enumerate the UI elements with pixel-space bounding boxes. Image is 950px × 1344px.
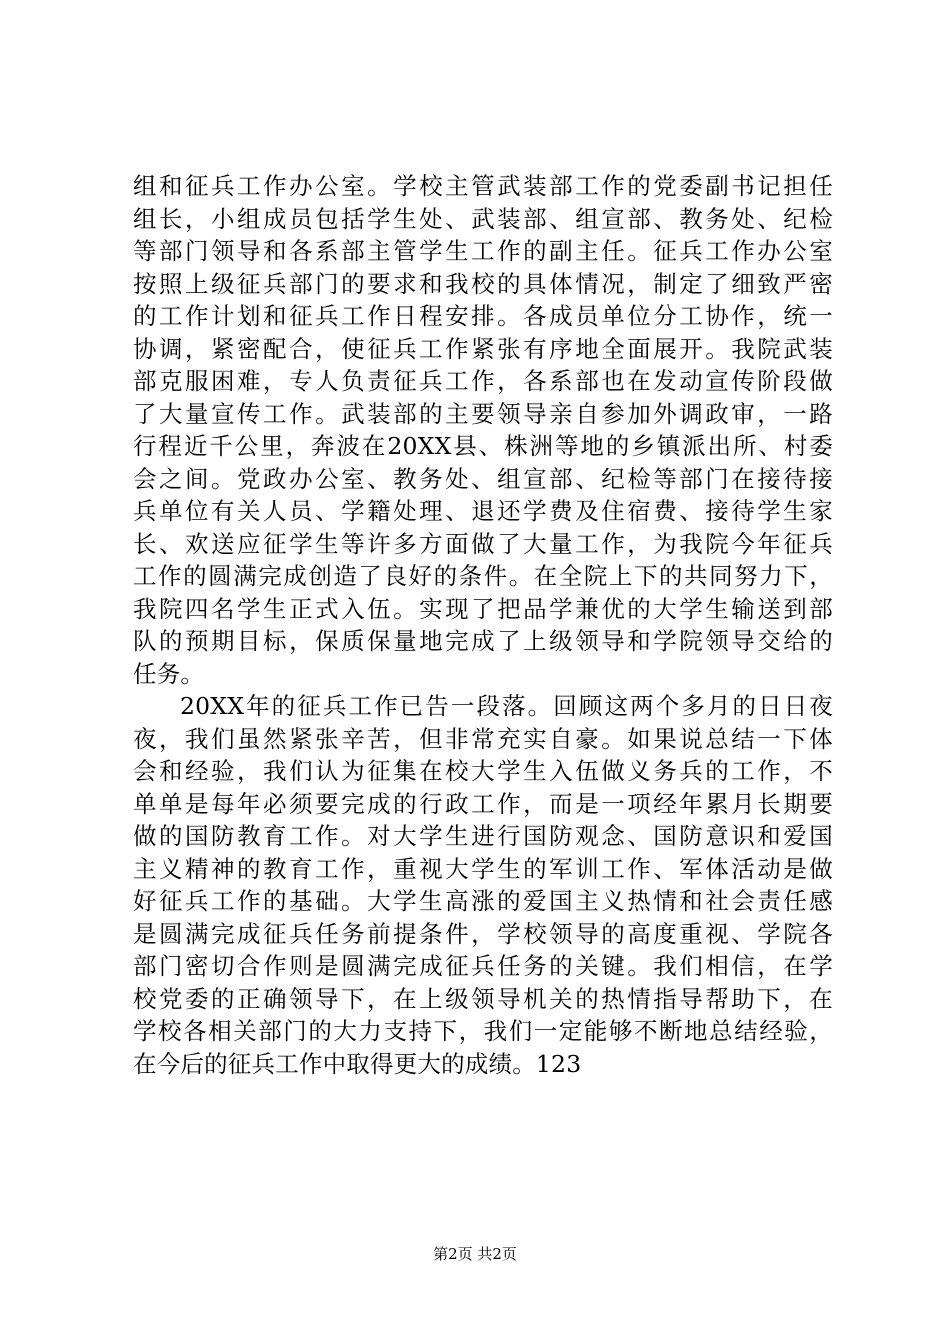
text-line: 校党委的正确领导下，在上级领导机关的热情指导帮助下，在: [133, 984, 833, 1013]
text-line: 做的国防教育工作。对大学生进行国防观念、国防意识和爱国: [133, 822, 833, 850]
text-line: 我院四名学生正式入伍。实现了把品学兼优的大学生输送到部: [133, 594, 833, 623]
text-line: 了大量宣传工作。武装部的主要领导亲自参加外调政审，一路: [133, 399, 833, 428]
text-line: 组和征兵工作办公室。学校主管武装部工作的党委副书记担任: [133, 172, 833, 200]
text-line: 是圆满完成征兵任务前提条件，学校领导的高度重视、学院各: [133, 919, 833, 948]
text-line: 夜，我们虽然紧张辛苦，但非常充实自豪。如果说总结一下体: [133, 724, 833, 753]
text-line: 长、欢送应征学生等许多方面做了大量工作，为我院今年征兵: [133, 529, 833, 558]
text-line: 工作的圆满完成创造了良好的条件。在全院上下的共同努力下，: [133, 562, 833, 590]
document-body: [133, 170, 833, 1080]
text-line: 会之间。党政办公室、教务处、组宣部、纪检等部门在接待接: [133, 464, 833, 493]
text-line: 行程近千公里，奔波在20XX县、株洲等地的乡镇派出所、村委: [133, 432, 833, 460]
page-number: 第2页 共2页: [433, 1245, 517, 1263]
text-line: 组长，小组成员包括学生处、武装部、组宣部、教务处、纪检: [133, 204, 833, 233]
text-line: 主义精神的教育工作，重视大学生的军训工作、军体活动是做: [133, 854, 833, 883]
text-line: 部克服困难，专人负责征兵工作，各系部也在发动宣传阶段做: [133, 367, 833, 395]
paragraph-first-line: 20XX年的征兵工作已告一段落。回顾这两个多月的日日夜: [180, 692, 833, 720]
text-line: 按照上级征兵部门的要求和我校的具体情况，制定了细致严密: [133, 269, 833, 298]
text-line: 学校各相关部门的大力支持下，我们一定能够不断地总结经验，: [133, 1017, 833, 1045]
text-line: 部门密切合作则是圆满完成征兵任务的关键。我们相信，在学: [133, 952, 833, 980]
text-line: 会和经验，我们认为征集在校大学生入伍做义务兵的工作，不: [133, 757, 833, 785]
paragraph-last-line: 在今后的征兵工作中取得更大的成绩。123: [133, 1049, 582, 1078]
text-line: 协调，紧密配合，使征兵工作紧张有序地全面展开。我院武装: [133, 334, 833, 363]
text-line: 的工作计划和征兵工作日程安排。各成员单位分工协作，统一: [133, 302, 833, 330]
text-line: 等部门领导和各系部主管学生工作的副主任。征兵工作办公室: [133, 237, 833, 265]
text-line: 队的预期目标，保质保量地完成了上级领导和学院领导交给的: [133, 627, 833, 655]
text-line: 兵单位有关人员、学籍处理、退还学费及住宿费、接待学生家: [133, 497, 833, 525]
text-line: 单单是每年必须要完成的行政工作，而是一项经年累月长期要: [133, 789, 833, 818]
page-footer: [0, 1244, 950, 1264]
paragraph-last-line: 任务。: [133, 659, 205, 688]
text-line: 好征兵工作的基础。大学生高涨的爱国主义热情和社会责任感: [133, 887, 833, 915]
